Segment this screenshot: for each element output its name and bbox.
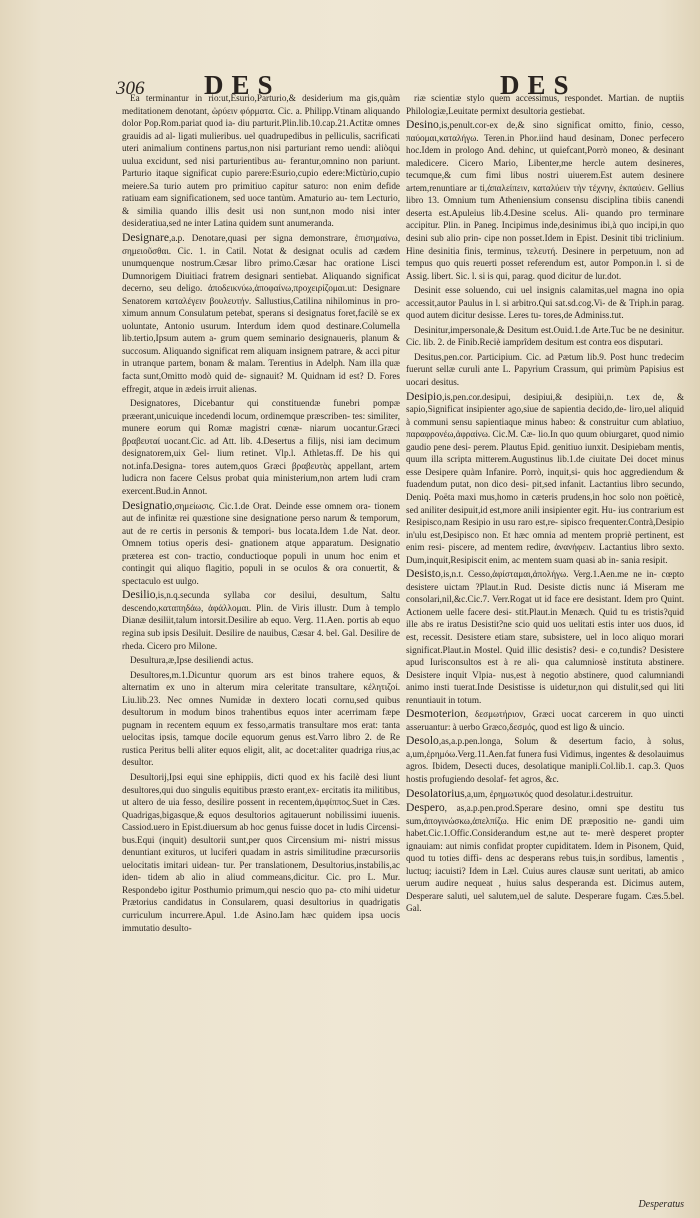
dictionary-entry — [122, 771, 400, 934]
entry-headword: Desolatorius — [406, 786, 465, 800]
left-column — [122, 92, 400, 1200]
entry-headword: Desolo — [406, 734, 439, 748]
running-head-left: DES — [204, 70, 281, 100]
dictionary-entry — [406, 788, 684, 801]
entry-text: ,a.p. Denotare,quasi per signa demonstrare, ἐπισημαίνω, σημειοῦσθαι. Cic. 1. in Catil. Notat & designat oculis ad cædem unumquenque nostrum.Cæsar libro primo.Cæsar hac oratione Lisci Dumnorigem Diuitiaci fratrem designari sentiebat. Aliquando significat decerno, seu deligo. ἀποδεικνύω,ἀποφαίνω,προχειρίζομαι.ut: Designare Senatorem καταλέγειν βουλευτήν. Sallustius,Catilina nihilominus in pro- ximum annum Consulatum petebat, sperans si designatus foret,facilè se ex uoluntate, Antonio usurum. Interdum idem quod destinare.Columella lib.tertio,Ipsum autem a- grum quem seminario designaueris, planum & succosum. Aliquando significat rem aliquam insignem patrare, & acci pitur in utranque partem, bonam & malam. Terentius in Adelph. Nam illa quæ facta sunt,Omitto modò quid de- signauit? M. Quidnam id est? D. Fores effregit, atque in ædeis irruit alienas. — [122, 233, 400, 394]
entry-text: riæ scientiæ stylo quem accessimus, respondet. Martian. de nuptiis Philologiæ,Leuitate permixt desultoria gestiebat. — [406, 93, 684, 116]
dictionary-entry — [406, 324, 684, 349]
right-column — [406, 92, 684, 1200]
catchword: Desperatus — [638, 1199, 684, 1210]
dictionary-entry — [406, 708, 684, 733]
dictionary-entry — [122, 500, 400, 588]
dictionary-entry — [122, 397, 400, 497]
entry-headword: Desipio — [406, 389, 443, 403]
entry-text: ,is,n.q.secunda syllaba cor desilui, desultum, Saltu descendo,καταπηδάω, ἀφάλλομαι. Plin. de Viris illustr. Dum à templo Dianæ desiliit,talum intorsit.Desilire ab equo. Verg. 11.Aen. portis ab equo regina sub ipsis Desiluit. Desilire de nauibus, Cæsar 4. bel. Gal. Desilire de rheda. Cicero pro Milone. — [122, 590, 400, 651]
entry-text: Desinit esse soluendo, cui uel insignis calamitas,uel magna ino opia accessit,autor Paulus in l. si arbitro.Qui sat.sd.cog.Vi- de & Triph.in parag. quod autem dicitur desisse. Leres tu- tores,de Adminiss.tut. — [406, 285, 684, 321]
entry-headword: Desisto — [406, 567, 441, 581]
dictionary-entry — [406, 351, 684, 389]
dictionary-entry — [122, 669, 400, 769]
entry-headword: Designatio — [122, 498, 173, 512]
dictionary-entry — [406, 391, 684, 567]
dictionary-entry — [406, 284, 684, 322]
running-head-right: DES — [500, 70, 577, 100]
dictionary-entry — [122, 654, 400, 667]
entry-text: Desinitur,impersonale,& Desitum est.Ouid.1.de Arte.Tuc be ne desinitur. Cic. lib. 2. de Finib.Reciè iamprîdem desitum est contra eos disputari. — [406, 324, 684, 348]
dictionary-entry — [122, 232, 400, 395]
dictionary-entry — [406, 568, 684, 706]
entry-text: Desultura,æ,Ipse desiliendi actus. — [130, 655, 254, 666]
entry-text: Ea terminantur in rio:ut,Esurio,Parturio,& desiderium ma gis,quàm meditationem denotant, ὠρύειν φόρματα. Cic. a. Philipp.Vtinam aliquando dolor Pop.Rom.pariat quod ia- diu parturit.Plin.lib.10.cap.21.Actitæ omnes grauidis ad al- ligati mulieribus. uel quadrupedibus in pelliculis, sacrificati uteri animalium continens partus,non nisi parturiant remo uendi: aliòqui uulua excidunt, sed nisi parturientibus au- ferantur,omnino non pariunt. Parturio itaque significat cupio parere:Esurio,cupio edere:Mictùrio,cupio meiere.Sa turio autem pro primitiuo capitur saturo: non enim defide ratiuam eam significationem, sed uoce tantùm. Amaturio au- tem Lecturio, & similia quando illis desit usi non sunt,non modo nisi inter desideratiua,sed ne inter Latina quidem sunt anumeranda. — [122, 93, 400, 229]
entry-text: ,as,a.p.pen.longa, Solum & desertum facio, à solus, a,um,ἐρημόω.Verg.11.Aen.fat funera fusi Vidimus, ingentes & desolauimus agros. Ibidem, Desecti duces, desolatique manipli.Col.lib.1. cap.3. Quos hostis profugiendo desolaf- fet agros, &c. — [406, 736, 684, 784]
entry-text: Desultorij,Ipsi equi sine ephippiis, dicti quod ex his facilè desi liunt desultores,qui duo singulis equitibus præsto erant,ex- ercitatis ita militibus, ut altero de uia fesso, desilire possent in recentem,ἀμφίππος.Suet in Cæs. Quadrigas,bigasque,& equos desultorios agitauerunt nobilissimi iuuenis. Cassiod.uero in Epist.diuersum ab hoc genus fuisse docet in ludis Circensi- bus.Equi (inquit) desultorii sunt,per quos Circensium mi- nistri missus denuntiant exituros, ut luciferi quadam in astris similitudine præcursoriis uelocitatis imitari uidean- tur. Per translationem, Desultorius,instabilis,ac iden- tidem ab alio in aliud commeans,dicitur. Cic. pro L. Mur. Respondebo igitur Posthumio primum,qui nescio quo pa- cto mihi uidetur Prætorius candidatus in Consularem, quasi desultorius in quadrigatis curriculum incurrere.Apul. 1.de Asino.Iam hæc quidem ipsa uocis immutatio desulto- — [122, 771, 400, 933]
dictionary-entry — [122, 589, 400, 652]
dictionary-entry — [122, 92, 400, 230]
entry-text: ,is,pen.cor.desipui, desipiui,& desipiùi,n. t.ex de, & sapio,Significat insipienter ago,siue de sapientia decido,de- liro,uel aliquid à communi sensu sapientiaque minus habeo: & construitur cum ablatiuo, παραφρονέω,ἀφραίνω. Cic.M. Cæ- lio.In quo quum obiurgaret, quod nimio gaudio pene desi- perem. Plautus Epid. genitiuo iunxit. Desipiebam mentis, quum illa scripta mitterem.Augustinus lib.1.de ciuitate Dei docet minus esse Desipere quàm Infanire. Porrò, inquit,si- quis hoc aggrediendum & fuadendum putat, non dico desi- pit,sed infanit. Lactantius libro secundo, Deniq. Poëta maxi mus,homo in cæteris prudens,in hoc solo non poëticè, sed aniliter desipuit,id est,more anili insipienter egit. Hu- ius contrarium est Resipisco,nam Resipio in usu raro est,re- sipisco frequenter.Contrà,Desipio in'ulu est,Desipisco non. Et hæc omnia ad mentem propriè pertinent, est enim resi- piscere, ad mentem redire, ἀνανήφειν. Lactantius libro sexto. Dum,inquit,Resipiscit enim, ac mentem suam quasi ab in- sania resipit. — [406, 391, 684, 565]
dictionary-entry — [406, 92, 684, 117]
entry-text: Designatores, Dicebantur qui constituendæ funebri pompæ præerant,unicuique incedendi locum, ordinemque præscriben- tes: similiter, munere eorum qui Romæ magistri cœnæ- niarum uocantur.Græci βραβευταί uocant.Cic. ad Att. lib. 4.Desertus a filijs, nisi iam decimum designatorem,uix Gel- lium retinet. Vlp.l. Athletas.ff. De his qui not.infa.Designa- tores autem,quos Græci βραβευτὰς appellant, artem ludicra non facere Celsus probat quia ministerium,non artem ludi cram exercent.Bud.in Annot. — [122, 398, 400, 496]
entry-headword: Desmoterion — [406, 707, 466, 721]
dictionary-entry — [406, 119, 684, 282]
entry-headword: Designare — [122, 231, 169, 245]
page-number: 306 — [116, 78, 145, 99]
entry-text: , δεσμωτήριον, Græci uocat carcerem in quo uincti asseruantur: à uerbo Græco,δεσμός, quod est ligo & uincio. — [406, 709, 684, 732]
entry-text: Desultores,m.1.Dicuntur quorum ars est binos trahere equos, & alternatim ex uno in alterum mira celeritate transultare, κέλητιζοί. Liu.lib.23. Nec omnes Numidæ in dextero locati cornu,sed quibus desultorum in modum binos trahentibus equos inter acerrimam fæpe pugnam in recentem equum ex fesso,armatis transultare mos erat: tanta uelocitas ipsis, tamque docile equorum genus est.Varro libro 2. de Re rustica Peritus belli aliter equos eligit, alit, ac docet:aliter quadriga rius,ac desultor. — [122, 669, 400, 768]
entry-text: Desitus,pen.cor. Participium. Cic. ad Pætum lib.9. Post hunc tredecim fuerunt sellæ curuli ante L. Papyrium Crassum, qui primùm Papisius est uocari desitus. — [406, 351, 684, 388]
dictionary-entry — [406, 802, 684, 915]
entry-text: ,σημείωσις. Cic.1.de Orat. Deinde esse omnem ora- tionem aut de infinitæ rei quæstione sine designatione perso narum & temporum, aut de re certis in personis & tempori- bus locata.Idem 1.de Nat. deor. Omnem totius operis desi- gnationem atque apparatum. Designatio præterea est con- tractio, conductioque populi in unum hoc enim et contingit qui aliquo flagitio, populi in se oculos & ora conuertit, & spectaculo est uulgo. — [122, 500, 400, 586]
entry-text: ,is,n.t. Cesso,ἀφίσταμαι,ἀπολήγω. Verg.1.Aen.me ne in- cœpto desistere uictam ?Plaut.in Rud. Desiste dictis nunc iá Miseram me consolari,nil,&c.Cic.7. Verr.Rogat ut id face ere desistant. Idem pro Quint. Actionem uelle facere desi- stit.Plaut.in Menæch. Quid tu es tristis?quid ille abs re iratus Desistit?ne scio quid uos uelitati estis inter uos duos, id est, recessit. Desistere etiam stare, subsistere, uel in loco aliquo morari significat.Plaut.in Mostel. Quid illic desistis? desi- e co,tundis? Desistere apud Iurisconsultos est à re ali- qua calumniosè instituta abstinere. Desistere inquit Vlpia- nus,est à negotio abstinere, quod calumniandi animo insti tuerat.Inde Desistisse is uidetur,non qui distulit,sed qui liti renuntiauit in totum. — [406, 569, 684, 705]
entry-headword: Despero — [406, 801, 445, 815]
dictionary-entry — [406, 735, 684, 785]
entry-text: ,is,penult.cor-ex de,& sino significat omitto, finio, cesso, παύομαι,καταλήγω. Teren.in Phor.iind haud desinam, Donec perfecero hoc.Idem in prologo And. dehinc, ut quiefcant,Porrò moneo, & desinant maledicere. Cicero Mario, Libenter,me hercle autem desineres, tecumque,& cum fimi libus nostri uiuerem.Est autem desinere artem,renuntiare ar ti,ἀπαλείπειν, καταλύειν τὴν τέχνην, ἐκπαύειν. Gellius libro 13. Omnium tum Atheniensium consensu disciplina tibiis canendi deserta est.Apuleius lib.4.Desine scelus. Ali- quando pro terminare accipitur. Plin. in Paneg. Incipimus inde,desinimus ibi,à quo incipi,in quo desini sub alio prin- cipe non posset.Idem in Epist. Desinit tibi triclinium. Hine desinitia finis, terminus, τελευτή. Desinere in perpetuum, non ad tempus quo quis reuerti posset referendum est, autor Pompon.in l. si de Assig. libert. Sic. l. si is qui, parag. quod dicitur de lur.dot. — [406, 120, 684, 281]
entry-headword: Desilio — [122, 588, 156, 602]
entry-headword: Desino — [406, 118, 439, 132]
entry-text: , as,a.p.pen.prod.Sperare desino, omni spe destitu tus sum,ἀπογινώσκω,ἀπελπίζω. Hic enim DE præpositio ne- gandi uim habet.Cic.1.Offic.Considerandum est,ne aut te- merè desperet propter ignauiam: aut nimis confidat propter cupiditatem. Idem in Pisonem, Quid, quod tu toties diffi- dens ac desperans rebus tuis,in sordibus, lamentis , luctuq; iacuisti? Idem in Læl. Cuius aures clausæ sunt ueritati, ab amico uerum audire nequeat , huius salus desperanda est. Dicimus autem, Desperare saluti, uel salutem,uel de salute. Desperare fugam. Cæs.5.bel. Gal. — [406, 803, 684, 914]
entry-text: ,a,um, ἐρημωτικός quod desolatur.i.destruitur. — [464, 788, 633, 799]
